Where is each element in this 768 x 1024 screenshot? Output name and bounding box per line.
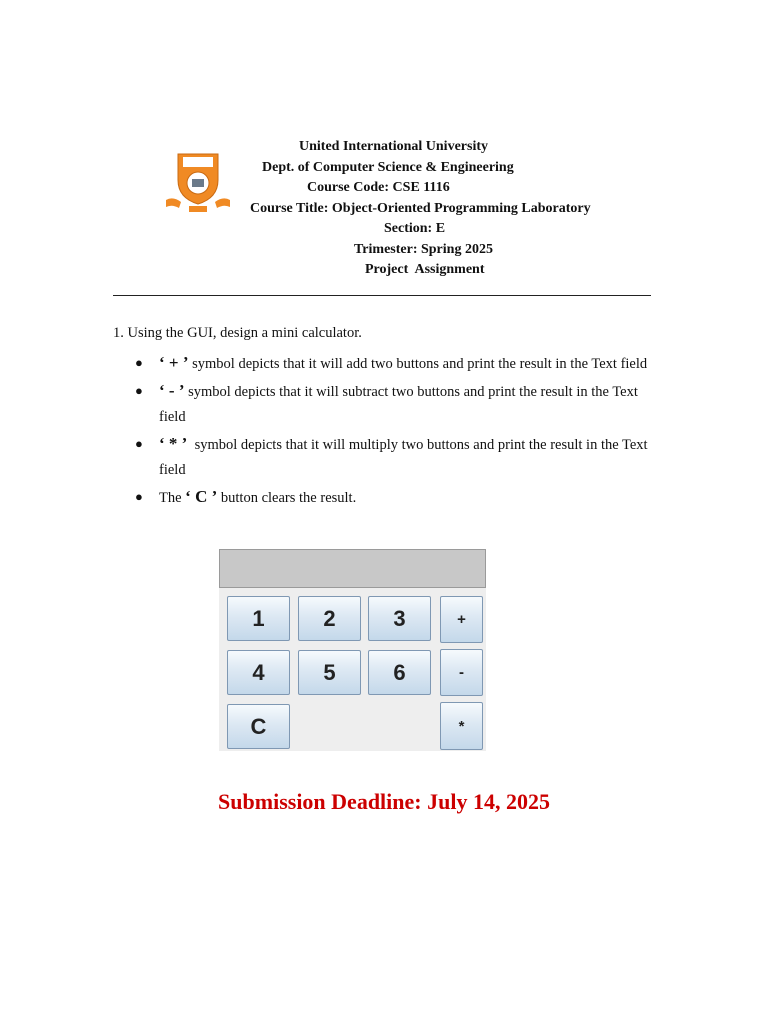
bullet-clear bbox=[135, 484, 655, 511]
add-symbol: ‘ + ’ bbox=[159, 353, 189, 372]
button-5[interactable]: 5 bbox=[298, 650, 361, 695]
bullet-icon: ● bbox=[135, 383, 143, 398]
calculator-display[interactable] bbox=[219, 549, 486, 588]
button-4[interactable]: 4 bbox=[227, 650, 290, 695]
bullet-icon: ● bbox=[135, 436, 143, 451]
assignment-title: Project Assignment bbox=[365, 262, 485, 277]
bullet-subtract bbox=[135, 378, 655, 430]
divider bbox=[113, 295, 651, 296]
clear-button[interactable]: C bbox=[227, 704, 290, 749]
submission-deadline: Submission Deadline: July 14, 2025 bbox=[218, 789, 550, 814]
bullet-icon: ● bbox=[135, 489, 143, 504]
trimester: Trimester: Spring 2025 bbox=[354, 242, 493, 257]
university-name: United International University bbox=[299, 139, 488, 154]
button-3[interactable]: 3 bbox=[368, 596, 431, 641]
course-title: Course Title: Object-Oriented Programming Laboratory bbox=[250, 201, 591, 216]
multiply-button[interactable]: * bbox=[440, 702, 483, 750]
university-logo bbox=[163, 152, 233, 216]
calculator-window bbox=[219, 549, 486, 751]
course-code: Course Code: CSE 1116 bbox=[307, 180, 450, 195]
add-button[interactable]: + bbox=[440, 596, 483, 643]
bullet-multiply bbox=[135, 431, 655, 483]
clear-symbol: ‘ C ’ bbox=[185, 487, 218, 506]
bullet-text: button clears the result. bbox=[217, 490, 357, 506]
bullet-list bbox=[135, 350, 655, 512]
button-2[interactable]: 2 bbox=[298, 596, 361, 641]
bullet-icon: ● bbox=[135, 355, 143, 370]
bullet-text: symbol depicts that it will subtract two buttons and print the result in the Text field bbox=[159, 384, 638, 425]
multiply-symbol: ‘ * ’ bbox=[159, 434, 188, 453]
subtract-symbol: ‘ - ’ bbox=[159, 381, 185, 400]
subtract-button[interactable]: - bbox=[440, 649, 483, 696]
bullet-text: symbol depicts that it will add two buttons and print the result in the Text field bbox=[188, 356, 648, 372]
section: Section: E bbox=[384, 221, 446, 236]
question-text: 1. Using the GUI, design a mini calculator. bbox=[113, 325, 362, 341]
button-6[interactable]: 6 bbox=[368, 650, 431, 695]
button-1[interactable]: 1 bbox=[227, 596, 290, 641]
bullet-text: symbol depicts that it will multiply two buttons and print the result in the Text field bbox=[159, 437, 652, 478]
department: Dept. of Computer Science & Engineering bbox=[262, 160, 514, 175]
bullet-prefix: The bbox=[159, 490, 186, 506]
bullet-add bbox=[135, 350, 655, 377]
